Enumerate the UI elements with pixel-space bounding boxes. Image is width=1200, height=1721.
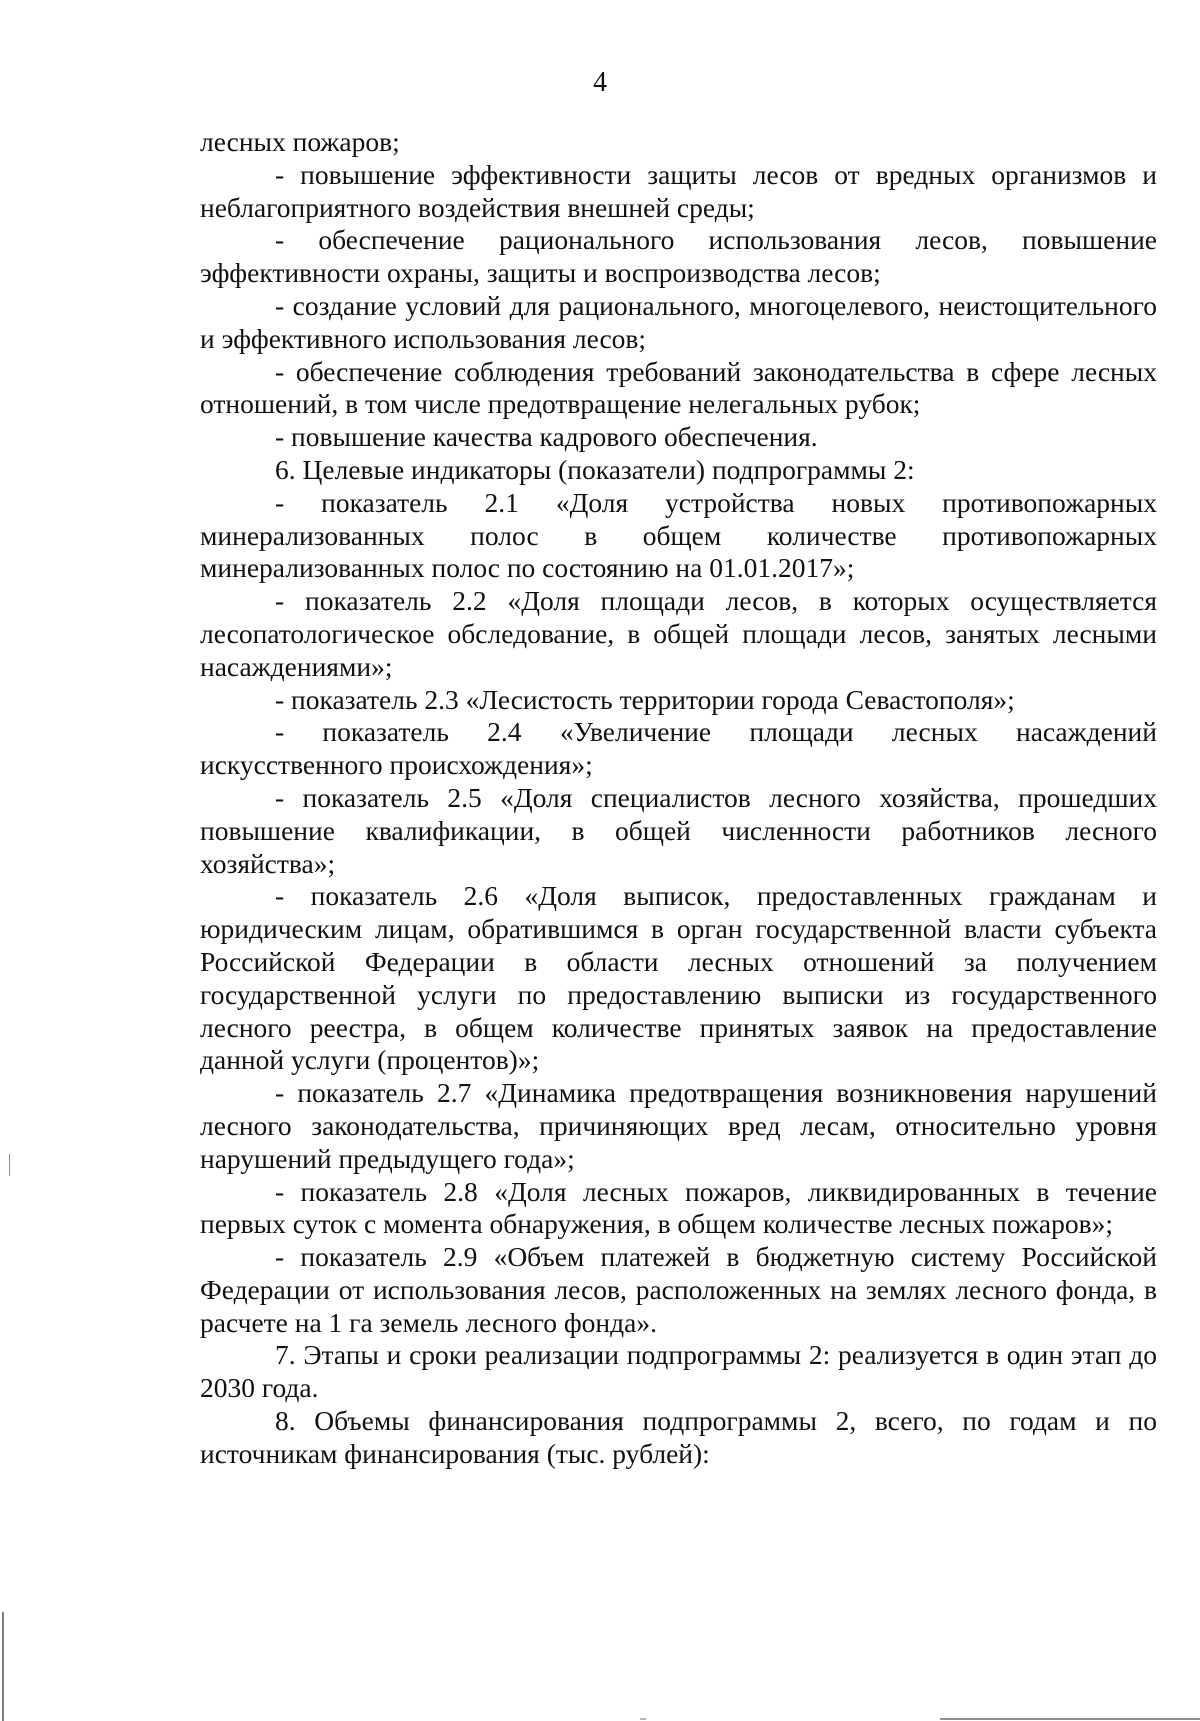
paragraph-10: - показатель 2.3 «Лесистость территории города Севастополя»; bbox=[275, 683, 1015, 715]
scan-mark-left-long bbox=[2, 1612, 4, 1721]
paragraph-11: - показатель 2.4 «Увеличение площади лесных насаждений искусственного происхождения»; bbox=[200, 716, 1157, 781]
paragraph-9: - показатель 2.2 «Доля площади лесов, в которых осуществляется лесопатологическое обследование, в общей площади лесов, занятых лесными насаждениями»; bbox=[200, 585, 1157, 682]
paragraph-17: 7. Этапы и сроки реализации подпрограммы 2: реализуется в один этап до 2030 года. bbox=[200, 1339, 1157, 1404]
scan-mark-left-small bbox=[9, 1154, 10, 1176]
paragraph-14: - показатель 2.7 «Динамика предотвращения возникновения нарушений лесного законодательства, причиняющих вред лесам, относительно уровня нарушений предыдущего года»; bbox=[200, 1077, 1157, 1174]
scan-mark-bottom-right bbox=[940, 1718, 1200, 1720]
paragraph-6: - повышение качества кадрового обеспечения. bbox=[275, 421, 818, 453]
paragraph-18: 8. Объемы финансирования подпрограммы 2, всего, по годам и по источникам финансирования (тыс. рублей): bbox=[200, 1405, 1157, 1469]
scan-mark-bottom-dot bbox=[640, 1718, 646, 1720]
paragraph-1: лесных пожаров; bbox=[200, 126, 400, 157]
page-number: 4 bbox=[593, 67, 607, 98]
paragraph-2: - повышение эффективности защиты лесов от вредных организмов и неблагоприятного воздействия внешней среды; bbox=[200, 158, 1157, 223]
paragraph-7: 6. Целевые индикаторы (показатели) подпрограммы 2: bbox=[275, 453, 915, 485]
paragraph-5: - обеспечение соблюдения требований законодательства в сфере лесных отношений, в том числе предотвращение нелегальных рубок; bbox=[200, 355, 1157, 420]
document-body bbox=[200, 126, 1157, 1471]
paragraph-13: - показатель 2.6 «Доля выписок, предоставленных гражданам и юридическим лицам, обратившимся в орган государственной власти субъекта Российской Федерации в области лесных отношений за получением государственной услуги по предоставлению выписки из государственного лесного реестра, в общем количестве принятых заявок на предоставление данной услуги (процентов)»; bbox=[200, 880, 1157, 1076]
paragraph-3: - обеспечение рационального использования лесов, повышение эффективности охраны, защиты и воспроизводства лесов; bbox=[200, 224, 1157, 289]
paragraph-15: - показатель 2.8 «Доля лесных пожаров, ликвидированных в течение первых суток с момента обнаружения, в общем количестве лесных пожаров»; bbox=[200, 1175, 1157, 1240]
paragraph-12: - показатель 2.5 «Доля специалистов лесного хозяйства, прошедших повышение квалификации, в общей численности работников лесного хозяйства»; bbox=[200, 781, 1157, 879]
paragraph-8: - показатель 2.1 «Доля устройства новых противопожарных минерализованных полос в общем количестве противопожарных минерализованных полос по состоянию на 01.01.2017»; bbox=[200, 486, 1157, 584]
paragraph-4: - создание условий для рационального, многоцелевого, неистощительного и эффективного использования лесов; bbox=[200, 289, 1157, 354]
paragraph-16: - показатель 2.9 «Объем платежей в бюджетную систему Российской Федерации от использования лесов, расположенных на землях лесного фонда, в расчете на 1 га земель лесного фонда». bbox=[200, 1241, 1157, 1338]
